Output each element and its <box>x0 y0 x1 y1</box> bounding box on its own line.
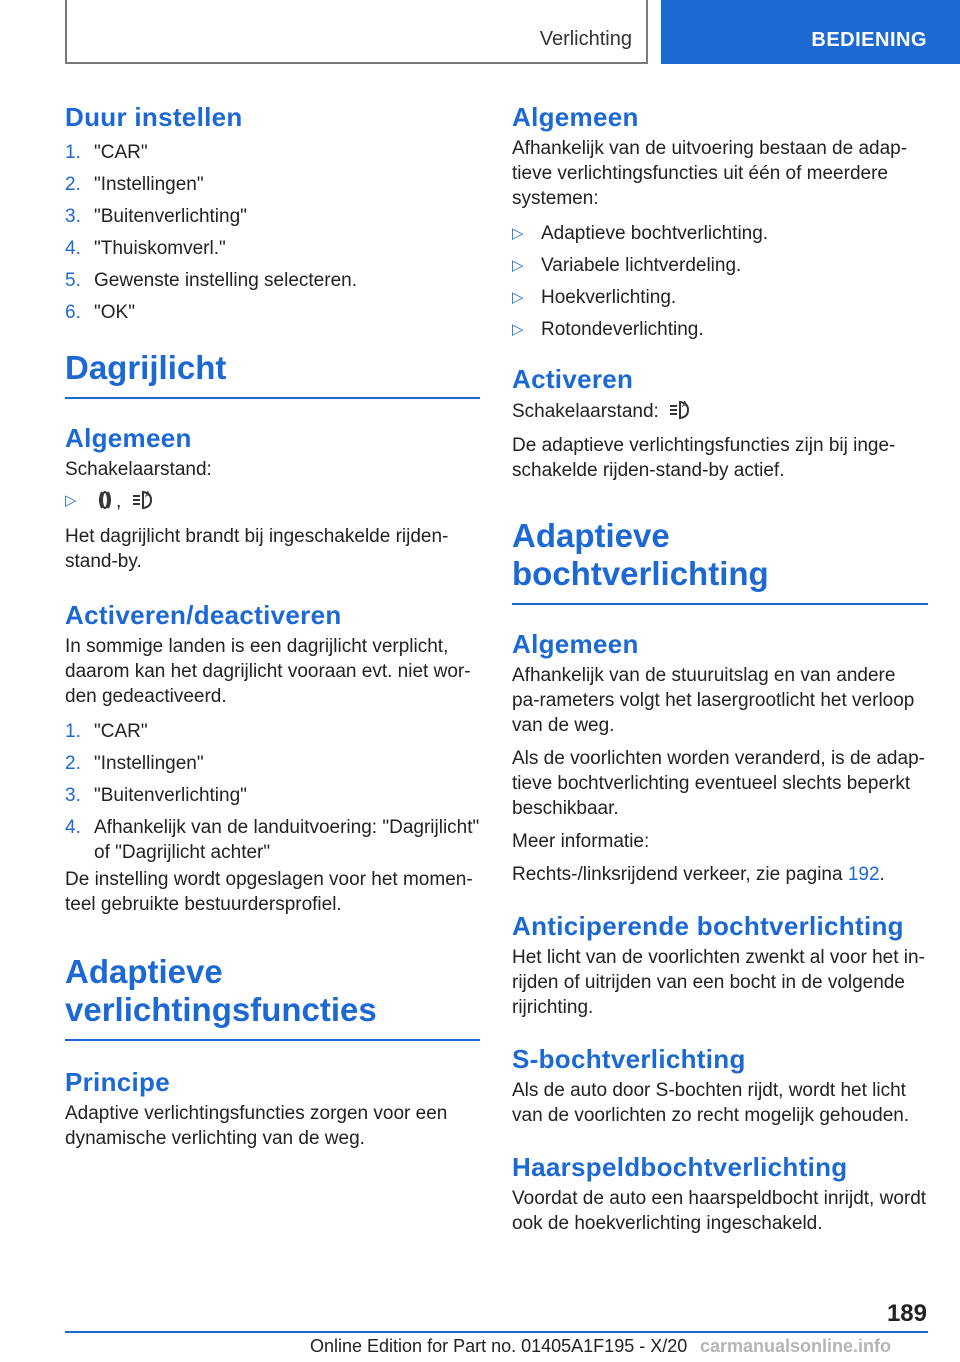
triangle-right-icon: ▷ <box>512 225 524 242</box>
haarspeld-body: Voordat de auto een haarspeldbocht inrijdt, wordt ook de hoekverlichting ingeschakeld. <box>512 1188 927 1234</box>
list-item: 3. "Buitenverlichting" <box>65 206 247 227</box>
icon-separator: , <box>116 491 122 512</box>
right-column <box>512 100 928 1236</box>
list-item: ▷ Rotondeverlichting. <box>512 319 704 340</box>
footer-divider <box>65 1331 928 1333</box>
tab-bediening[interactable] <box>661 0 960 64</box>
section-title: Verlichting <box>539 28 632 50</box>
list-item: 2. "Instellingen" <box>65 174 204 195</box>
bocht-algemeen-heading: Algemeen <box>512 629 639 659</box>
list-item: 4. "Thuiskomverl." <box>65 238 226 259</box>
switch-position-list <box>65 488 480 517</box>
activeren-deactiveren-heading: Activeren/deactiveren <box>65 600 342 630</box>
dagrijlicht-title: Dagrijlicht <box>65 349 480 399</box>
triangle-right-icon: ▷ <box>512 257 524 274</box>
bocht-p1: Afhankelijk van de stuuruitslag en van andere pa-rameters volgt het lasergrootlicht het verloop van de weg. <box>512 665 915 736</box>
schakel-label: Schakelaarstand: <box>65 459 212 480</box>
auto-light-icon <box>668 398 692 427</box>
s-bocht-heading: S-bochtverlichting <box>512 1044 746 1074</box>
triangle-right-icon: ▷ <box>65 492 77 509</box>
list-item: 3. "Buitenverlichting" <box>65 785 247 806</box>
algemeen-body: Afhankelijk van de uitvoering bestaan de adap-tieve verlichtingsfuncties uit één of meerdere systemen: <box>512 138 908 209</box>
auto-light-icon <box>131 488 155 517</box>
activeren-schakel: Schakelaarstand: A <box>512 398 928 427</box>
principe-body: Adaptive verlichtingsfuncties zorgen voor een dynamische verlichting van de weg. <box>65 1103 448 1149</box>
list-item: ▷ Hoekverlichting. <box>512 287 677 308</box>
list-item: 6. "OK" <box>65 302 135 323</box>
light-off-icon <box>98 490 112 517</box>
bocht-p2: Als de voorlichten worden veranderd, is de adap-tieve bochtverlichting eventueel slechts beperkt beschikbaar. <box>512 748 925 819</box>
left-column <box>65 100 480 1151</box>
watermark: carmanualsonline.info <box>700 1336 892 1356</box>
bocht-p3: Meer informatie: <box>512 831 650 852</box>
svg-text:A: A <box>682 400 688 409</box>
svg-text:A: A <box>144 490 151 499</box>
list-item: 5. Gewenste instelling selecteren. <box>65 270 357 291</box>
page-number: 189 <box>886 1300 927 1327</box>
systems-list <box>512 221 928 342</box>
bocht-p4: Rechts-/linksrijdend verkeer, zie pagina 192. <box>512 864 885 885</box>
s-bocht-body: Als de auto door S-bochten rijdt, wordt het licht van de voorlichten zo recht mogelijk gehouden. <box>512 1080 910 1126</box>
list-item <box>65 488 480 517</box>
dagrijlicht-algemeen-heading: Algemeen <box>65 423 192 453</box>
list-item: ▷ Variabele lichtverdeling. <box>512 255 742 276</box>
triangle-right-icon: ▷ <box>512 321 524 338</box>
dagrijlicht-note: De instelling wordt opgeslagen voor het momen-teel gebruikte bestuurdersprofiel. <box>65 869 473 915</box>
principe-heading: Principe <box>65 1067 170 1097</box>
list-item: 4. Afhankelijk van de landuitvoering: "Dagrijlicht" of "Dagrijlicht achter" <box>65 817 480 863</box>
list-item: 2. "Instellingen" <box>65 753 204 774</box>
header-box <box>65 0 648 64</box>
algemeen-heading: Algemeen <box>512 102 639 132</box>
activeren-body: De adaptieve verlichtingsfuncties zijn bij inge-schakelde rijden-stand-by actief. <box>512 435 896 481</box>
list-item: 1. "CAR" <box>65 142 148 163</box>
triangle-right-icon: ▷ <box>512 289 524 306</box>
anticiperende-heading: Anticiperende bochtverlichting <box>512 911 904 941</box>
list-item: 1. "CAR" <box>65 721 148 742</box>
tab-label: BEDIENING <box>811 29 927 51</box>
activeren-heading: Activeren <box>512 364 634 394</box>
page-link[interactable]: 192 <box>847 864 880 885</box>
activeren-body: In sommige landen is een dagrijlicht verplicht, daarom kan het dagrijlicht vooraan evt. niet wor-den gedeactiveerd. <box>65 636 471 707</box>
dagrijlicht-steps <box>65 719 480 865</box>
adaptieve-title: Adaptieve verlichtingsfuncties <box>65 953 480 1041</box>
haarspeld-heading: Haarspeldbochtverlichting <box>512 1152 848 1182</box>
bocht-title: Adaptieve bochtverlichting <box>512 517 928 605</box>
list-item: ▷ Adaptieve bochtverlichting. <box>512 223 769 244</box>
duur-steps <box>65 140 480 325</box>
duur-heading: Duur instellen <box>65 102 243 132</box>
dagrijlicht-body: Het dagrijlicht brandt bij ingeschakelde rijden-stand-by. <box>65 526 449 572</box>
anticiperende-body: Het licht van de voorlichten zwenkt al voor het in-rijden of uitrijden van een bocht in de volgende rijrichting. <box>512 947 925 1018</box>
edition-text: Online Edition for Part no. 01405A1F195 - X/20 <box>310 1336 688 1356</box>
